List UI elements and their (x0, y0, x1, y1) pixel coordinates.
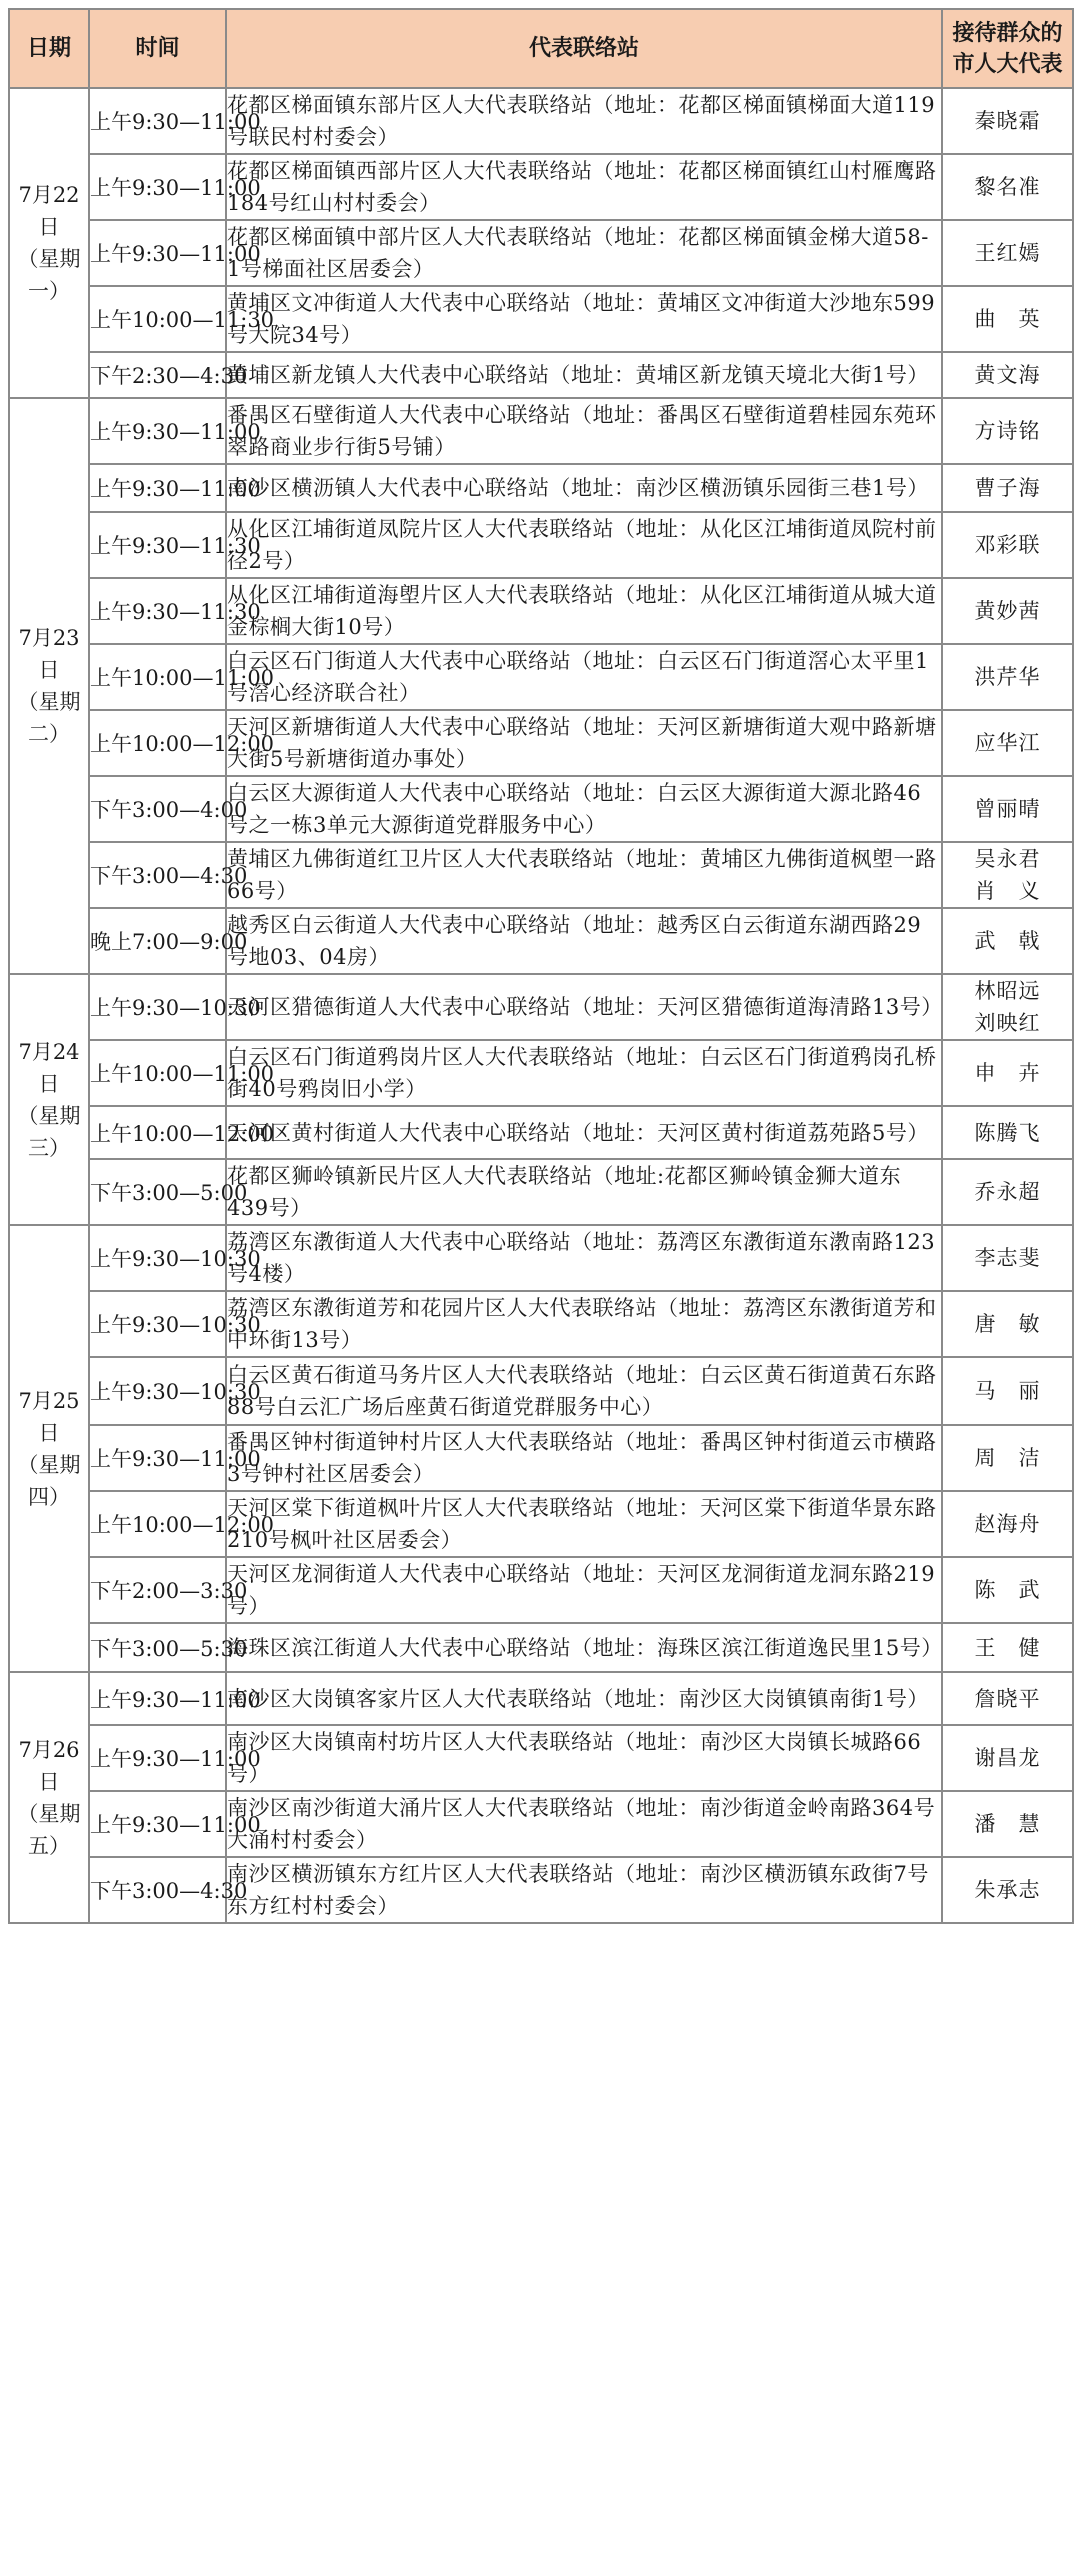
table-row (9, 1357, 1073, 1425)
station-cell: 白云区石门街道鸦岗片区人大代表联络站（地址：白云区石门街道鸦岗孔桥街40号鸦岗旧小学） (226, 1040, 942, 1106)
representative-cell: 秦晓霜 (942, 88, 1073, 154)
time-cell: 下午3:00—5:00 (89, 1159, 226, 1225)
representative-cell: 林昭远 刘映红 (942, 974, 1073, 1040)
station-cell: 番禺区钟村街道钟村片区人大代表联络站（地址：番禺区钟村街道云市横路3号钟村社区居委会） (226, 1425, 942, 1491)
time-cell: 晚上7:00—9:00 (89, 908, 226, 974)
table-row (9, 578, 1073, 644)
date-cell (9, 1672, 89, 1923)
station-cell: 荔湾区东漖街道芳和花园片区人大代表联络站（地址：荔湾区东漖街道芳和中环街13号） (226, 1291, 942, 1357)
time-cell: 上午9:30—11:30 (89, 578, 226, 644)
header-row (9, 9, 1073, 88)
representative-cell: 申 卉 (942, 1040, 1073, 1106)
station-cell: 天河区棠下街道枫叶片区人大代表联络站（地址：天河区棠下街道华景东路210号枫叶社区居委会） (226, 1491, 942, 1557)
time-cell: 下午2:00—3:30 (89, 1557, 226, 1623)
table-row (9, 1672, 1073, 1725)
time-cell: 下午3:00—5:30 (89, 1623, 226, 1672)
table-row (9, 1791, 1073, 1857)
table-row (9, 352, 1073, 398)
date-text: 7月24日 （星期三） (17, 1039, 81, 1160)
time-cell: 上午9:30—11:30 (89, 512, 226, 578)
time-cell: 下午3:00—4:30 (89, 1857, 226, 1923)
station-cell: 白云区大源街道人大代表中心联络站（地址：白云区大源街道大源北路46号之一栋3单元大源街道党群服务中心） (226, 776, 942, 842)
representative-cell: 唐 敏 (942, 1291, 1073, 1357)
date-cell (9, 1225, 89, 1672)
time-cell: 上午9:30—11:00 (89, 1725, 226, 1791)
time-cell: 下午2:30—4:30 (89, 352, 226, 398)
table-row (9, 1425, 1073, 1491)
table-row (9, 512, 1073, 578)
representative-cell: 方诗铭 (942, 398, 1073, 464)
station-cell: 海珠区滨江街道人大代表中心联络站（地址：海珠区滨江街道逸民里15号） (226, 1623, 942, 1672)
station-cell: 黄埔区文冲街道人大代表中心联络站（地址：黄埔区文冲街道大沙地东599号大院34号） (226, 286, 942, 352)
time-cell: 下午3:00—4:00 (89, 776, 226, 842)
station-cell: 南沙区南沙街道大涌片区人大代表联络站（地址：南沙街道金岭南路364号大涌村村委会） (226, 1791, 942, 1857)
station-cell: 白云区黄石街道马务片区人大代表联络站（地址：白云区黄石街道黄石东路88号白云汇广场后座黄石街道党群服务中心） (226, 1357, 942, 1425)
station-cell: 花都区梯面镇中部片区人大代表联络站（地址：花都区梯面镇金梯大道58-1号梯面社区居委会） (226, 220, 942, 286)
representative-cell: 曹子海 (942, 464, 1073, 512)
date-text: 7月22日 （星期一） (17, 183, 81, 303)
station-cell: 黄埔区新龙镇人大代表中心联络站（地址：黄埔区新龙镇天境北大街1号） (226, 352, 942, 398)
representative-cell: 武 戟 (942, 908, 1073, 974)
table-row (9, 286, 1073, 352)
table-row (9, 710, 1073, 776)
table-row (9, 1291, 1073, 1357)
time-cell: 上午9:30—11:00 (89, 88, 226, 154)
station-cell: 天河区新塘街道人大代表中心联络站（地址：天河区新塘街道大观中路新塘大街5号新塘街道办事处） (226, 710, 942, 776)
time-cell: 上午10:00—11:30 (89, 286, 226, 352)
table-row (9, 1725, 1073, 1791)
representative-cell: 陈腾飞 (942, 1106, 1073, 1159)
station-cell: 黄埔区九佛街道红卫片区人大代表联络站（地址：黄埔区九佛街道枫塱一路66号） (226, 842, 942, 908)
table-row (9, 1159, 1073, 1225)
time-cell: 上午9:30—11:00 (89, 220, 226, 286)
representative-cell: 赵海舟 (942, 1491, 1073, 1557)
representative-cell: 谢昌龙 (942, 1725, 1073, 1791)
time-cell: 上午9:30—10:30 (89, 974, 226, 1040)
table-row (9, 1857, 1073, 1923)
representative-cell: 曲 英 (942, 286, 1073, 352)
station-cell: 花都区狮岭镇新民片区人大代表联络站（地址:花都区狮岭镇金狮大道东439号） (226, 1159, 942, 1225)
table-row (9, 974, 1073, 1040)
station-cell: 天河区黄村街道人大代表中心联络站（地址：天河区黄村街道荔苑路5号） (226, 1106, 942, 1159)
date-text: 7月25日 （星期四） (17, 1388, 81, 1509)
date-cell (9, 974, 89, 1225)
representative-cell: 王 健 (942, 1623, 1073, 1672)
table-row (9, 1557, 1073, 1623)
time-cell: 上午9:30—11:00 (89, 1672, 226, 1725)
representative-cell: 李志斐 (942, 1225, 1073, 1291)
representative-cell: 黄文海 (942, 352, 1073, 398)
date-text: 7月26日 （星期五） (17, 1737, 81, 1858)
station-cell: 番禺区石壁街道人大代表中心联络站（地址：番禺区石壁街道碧桂园东苑环翠路商业步行街5号铺） (226, 398, 942, 464)
time-cell: 上午9:30—11:00 (89, 154, 226, 220)
table-row (9, 464, 1073, 512)
time-cell: 上午10:00—12:00 (89, 1106, 226, 1159)
table-row (9, 1225, 1073, 1291)
representative-cell: 周 洁 (942, 1425, 1073, 1491)
representative-cell: 陈 武 (942, 1557, 1073, 1623)
time-cell: 上午9:30—11:00 (89, 464, 226, 512)
representative-cell: 吴永君 肖 义 (942, 842, 1073, 908)
time-cell: 上午10:00—11:00 (89, 1040, 226, 1106)
header-date: 日期 (9, 9, 89, 88)
time-cell: 上午10:00—12:00 (89, 1491, 226, 1557)
table-row (9, 776, 1073, 842)
station-cell: 南沙区大岗镇南村坊片区人大代表联络站（地址：南沙区大岗镇长城路66号） (226, 1725, 942, 1791)
table-row (9, 220, 1073, 286)
representative-cell: 应华江 (942, 710, 1073, 776)
representative-cell: 洪芹华 (942, 644, 1073, 710)
representative-cell: 王红嫣 (942, 220, 1073, 286)
station-cell: 荔湾区东漖街道人大代表中心联络站（地址：荔湾区东漖街道东漖南路123号4楼） (226, 1225, 942, 1291)
header-time: 时间 (89, 9, 226, 88)
header-representative-text: 接待群众的 市人大代表 (952, 20, 1063, 77)
time-cell: 上午10:00—11:00 (89, 644, 226, 710)
representative-cell: 邓彩联 (942, 512, 1073, 578)
station-cell: 南沙区横沥镇人大代表中心联络站（地址：南沙区横沥镇乐园街三巷1号） (226, 464, 942, 512)
date-cell (9, 88, 89, 398)
time-cell: 上午9:30—11:00 (89, 1425, 226, 1491)
station-cell: 白云区石门街道人大代表中心联络站（地址：白云区石门街道滘心太平里1号滘心经济联合社） (226, 644, 942, 710)
representative-cell: 马 丽 (942, 1357, 1073, 1425)
station-cell: 从化区江埔街道凤院片区人大代表联络站（地址：从化区江埔街道凤院村前径2号） (226, 512, 942, 578)
table-row (9, 154, 1073, 220)
time-cell: 上午9:30—10:30 (89, 1291, 226, 1357)
header-representative (942, 9, 1073, 88)
station-cell: 花都区梯面镇西部片区人大代表联络站（地址：花都区梯面镇红山村雁鹰路184号红山村村委会） (226, 154, 942, 220)
time-cell: 上午9:30—11:00 (89, 398, 226, 464)
time-cell: 上午9:30—10:30 (89, 1225, 226, 1291)
time-cell: 下午3:00—4:30 (89, 842, 226, 908)
date-cell (9, 398, 89, 974)
representative-cell: 黎名准 (942, 154, 1073, 220)
table-row (9, 1623, 1073, 1672)
table-row (9, 398, 1073, 464)
representative-cell: 朱承志 (942, 1857, 1073, 1923)
table-row (9, 842, 1073, 908)
table-row (9, 644, 1073, 710)
representative-cell: 乔永超 (942, 1159, 1073, 1225)
station-cell: 天河区龙洞街道人大代表中心联络站（地址：天河区龙洞街道龙洞东路219号） (226, 1557, 942, 1623)
schedule-table (8, 8, 1074, 1924)
time-cell: 上午9:30—10:30 (89, 1357, 226, 1425)
station-cell: 南沙区大岗镇客家片区人大代表联络站（地址：南沙区大岗镇镇南街1号） (226, 1672, 942, 1725)
representative-cell: 潘 慧 (942, 1791, 1073, 1857)
table-row (9, 908, 1073, 974)
station-cell: 南沙区横沥镇东方红片区人大代表联络站（地址：南沙区横沥镇东政街7号东方红村村委会） (226, 1857, 942, 1923)
table-row (9, 88, 1073, 154)
station-cell: 越秀区白云街道人大代表中心联络站（地址：越秀区白云街道东湖西路29号地03、04房） (226, 908, 942, 974)
table-row (9, 1040, 1073, 1106)
time-cell: 上午9:30—11:00 (89, 1791, 226, 1857)
table-row (9, 1106, 1073, 1159)
table-row (9, 1491, 1073, 1557)
representative-cell: 詹晓平 (942, 1672, 1073, 1725)
header-station: 代表联络站 (226, 9, 942, 88)
representative-cell: 黄妙茜 (942, 578, 1073, 644)
station-cell: 天河区猎德街道人大代表中心联络站（地址：天河区猎德街道海清路13号） (226, 974, 942, 1040)
time-cell: 上午10:00—12:00 (89, 710, 226, 776)
date-text: 7月23日 （星期二） (17, 626, 81, 746)
representative-cell: 曾丽晴 (942, 776, 1073, 842)
station-cell: 从化区江埔街道海塱片区人大代表联络站（地址：从化区江埔街道从城大道金棕榈大街10号） (226, 578, 942, 644)
station-cell: 花都区梯面镇东部片区人大代表联络站（地址：花都区梯面镇梯面大道119号联民村村委会） (226, 88, 942, 154)
